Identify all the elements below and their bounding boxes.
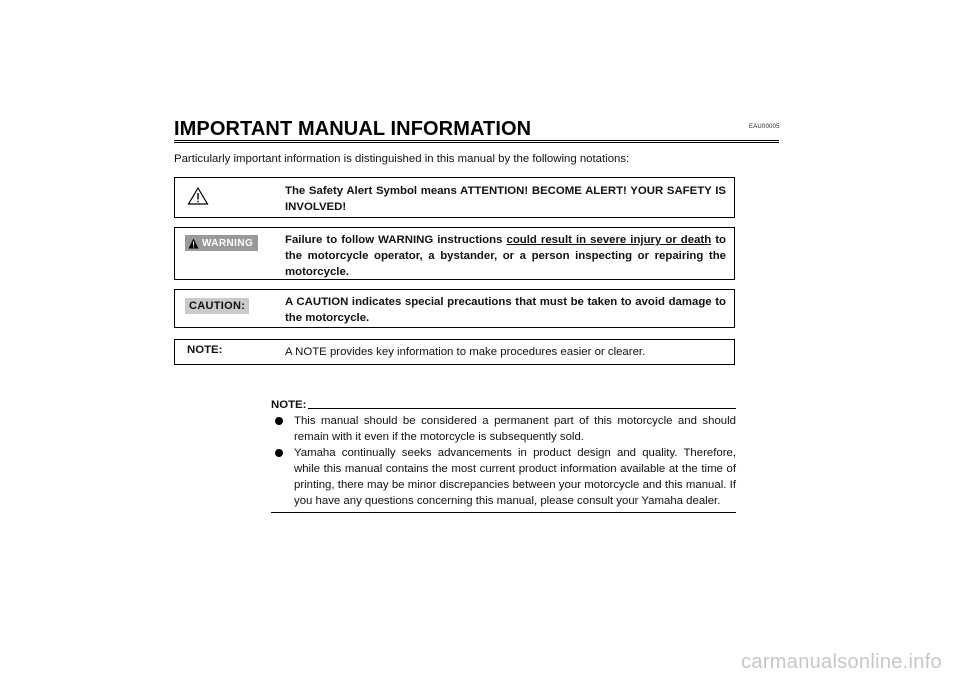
warning-box: [174, 227, 735, 280]
bullet-icon: [275, 449, 283, 457]
reference-code: EAU00005: [749, 124, 780, 130]
note-box: [174, 339, 735, 365]
notes-list: [271, 413, 736, 509]
list-item: [271, 445, 736, 509]
notes-heading: [271, 399, 736, 411]
caution-text: A CAUTION indicates special precautions that must be taken to avoid damage to the motorcycle.: [285, 296, 726, 324]
note-label: NOTE:: [187, 344, 223, 356]
safety-alert-text: The Safety Alert Symbol means ATTENTION! BECOME ALERT! YOUR SAFETY IS INVOLVED!: [285, 185, 726, 213]
title-divider: [174, 140, 779, 143]
warning-badge-label: WARNING: [202, 237, 254, 249]
notes-section: [271, 399, 736, 513]
warning-text-start: Failure to follow WARNING instructions: [285, 234, 507, 246]
warning-text-emphasis: could result in severe injury or death: [506, 234, 712, 246]
safety-alert-box: [174, 177, 735, 218]
caution-badge: [185, 296, 249, 314]
list-item: [271, 413, 736, 445]
notes-heading-label: NOTE:: [271, 399, 307, 411]
note-text: A NOTE provides key information to make procedures easier or clearer.: [285, 346, 646, 358]
warning-text-end: to the motorcycle operator, a bystander, or a person inspecting or repairing the motorcycle.: [285, 234, 726, 278]
notes-end-rule: [271, 512, 736, 513]
bullet-icon: [275, 417, 283, 425]
intro-paragraph: Particularly important information is distinguished in this manual by the following notations:: [174, 153, 630, 165]
warning-text: [285, 232, 726, 280]
warning-badge: [185, 235, 258, 254]
page-title: IMPORTANT MANUAL INFORMATION: [174, 118, 532, 140]
caution-badge-label: CAUTION:: [185, 298, 249, 314]
warning-triangle-icon: [188, 238, 199, 249]
list-item-text: This manual should be considered a permanent part of this motorcycle and should remain with it even if the motorcycle is subsequently sold.: [294, 415, 736, 443]
list-item-text: Yamaha continually seeks advancements in product design and quality. Therefore, while this manual contains the most current product information available at the time of printing, there may be minor discrepancies between your motorcycle and this manual. If you have any questions concerning this manual, please consult your Yamaha dealer.: [294, 447, 736, 507]
notes-heading-rule: [308, 408, 736, 409]
watermark: carmanualsonline.info: [741, 651, 942, 673]
safety-alert-triangle-icon: [187, 186, 209, 211]
caution-box: [174, 289, 735, 328]
